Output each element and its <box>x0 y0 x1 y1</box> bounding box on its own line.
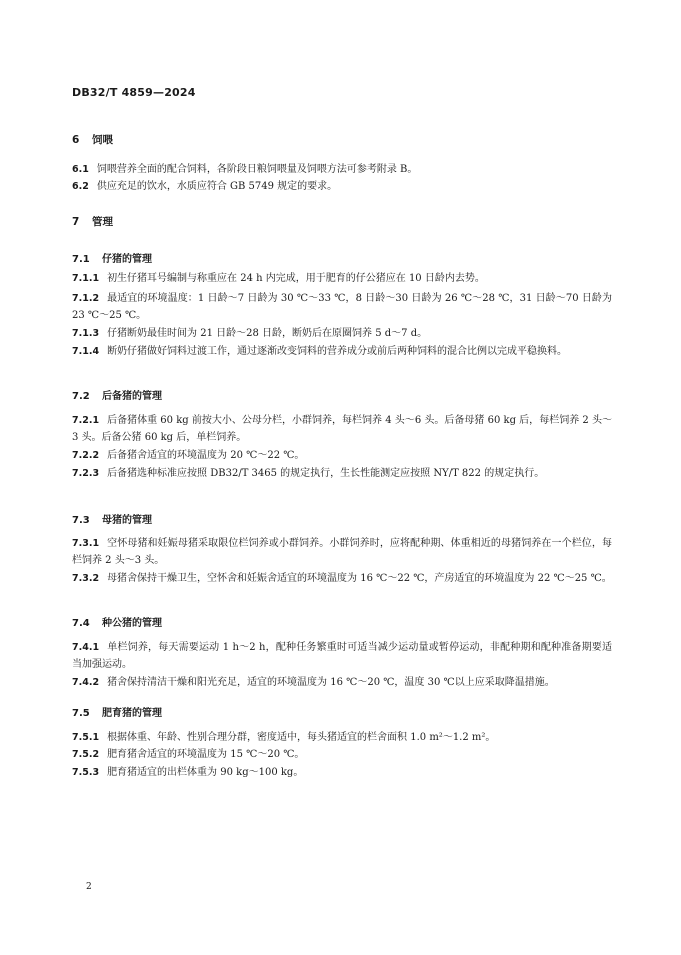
section-7-heading <box>72 214 113 229</box>
clause-7-1-2 <box>72 290 612 324</box>
clause-7-3-1 <box>72 535 612 569</box>
clause-text: 单栏饲养，每天需要运动 1 h～2 h，配种任务繁重时可适当减少运动量或暂停运动，非配种期和配种准备期要适当加强运动。 <box>72 642 612 670</box>
clause-7-3-2 <box>72 570 612 587</box>
clause-7-4-1 <box>72 639 612 673</box>
clause-7-2-3 <box>72 465 612 482</box>
clause-number: 7.1.4 <box>72 346 100 357</box>
clause-text: 饲喂营养全面的配合饲料，各阶段日粮饲喂量及饲喂方法可参考附录 B。 <box>96 164 418 175</box>
page-number: 2 <box>86 882 92 892</box>
clause-7-5-2 <box>72 746 612 763</box>
section-number: 6 <box>72 134 80 146</box>
clause-7-2-2 <box>72 447 612 464</box>
section-title: 后备猪的管理 <box>102 391 162 402</box>
clause-number: 7.3.1 <box>72 538 100 549</box>
clause-number: 7.4.2 <box>72 677 100 688</box>
clause-text: 初生仔猪耳号编制与称重应在 24 h 内完成，用于肥育的仔公猪应在 10 日龄内去势。 <box>107 273 485 284</box>
clause-text: 母猪舍保持干燥卫生，空怀舍和妊娠舍适宜的环境温度为 16 ℃～22 ℃，产房适宜的环境温度为 22 ℃～25 ℃。 <box>107 573 612 584</box>
section-number: 7.1 <box>72 254 90 265</box>
clause-7-5-3 <box>72 764 612 781</box>
section-title: 饲喂 <box>92 134 113 146</box>
clause-text: 断奶仔猪做好饲料过渡工作，通过逐渐改变饲料的营养成分或前后两种饲料的混合比例以完成平稳换料。 <box>107 346 568 357</box>
clause-number: 6.2 <box>72 181 89 192</box>
clause-text: 后备猪舍适宜的环境温度为 20 ℃～22 ℃。 <box>107 450 305 461</box>
clause-text: 仔猪断奶最佳时间为 21 日龄～28 日龄，断奶后在原圈饲养 5 d～7 d。 <box>107 328 428 339</box>
clause-number: 7.5.1 <box>72 732 100 743</box>
clause-text: 空怀母猪和妊娠母猪采取限位栏饲养或小群饲养。小群饲养时，应将配种期、体重相近的母猪饲养在一个栏位，每栏饲养 2 头～3 头。 <box>72 538 612 566</box>
clause-7-1-4 <box>72 343 612 360</box>
clause-text: 后备猪选种标准应按照 DB32/T 3465 的规定执行，生长性能测定应按照 NY/T 822 的规定执行。 <box>107 468 545 479</box>
clause-7-4-2 <box>72 674 612 691</box>
clause-6-1 <box>72 161 612 178</box>
clause-text: 猪舍保持清洁干燥和阳光充足，适宜的环境温度为 16 ℃～20 ℃，温度 30 ℃以上应采取降温措施。 <box>107 677 555 688</box>
section-number: 7.2 <box>72 391 90 402</box>
section-title: 母猪的管理 <box>102 515 152 526</box>
clause-7-2-1 <box>72 412 612 446</box>
section-number: 7 <box>72 216 80 228</box>
section-number: 7.3 <box>72 515 90 526</box>
clause-number: 7.1.1 <box>72 273 100 284</box>
clause-number: 6.1 <box>72 164 89 175</box>
clause-number: 7.4.1 <box>72 642 100 653</box>
section-7-3-heading <box>72 511 152 526</box>
clause-number: 7.2.2 <box>72 450 100 461</box>
section-title: 肥育猪的管理 <box>102 708 162 719</box>
clause-number: 7.3.2 <box>72 573 100 584</box>
section-title: 管理 <box>92 216 113 228</box>
section-7-1-heading <box>72 250 152 265</box>
clause-number: 7.5.3 <box>72 767 100 778</box>
clause-number: 7.2.3 <box>72 468 100 479</box>
clause-text: 肥育猪舍适宜的环境温度为 15 ℃～20 ℃。 <box>107 749 305 760</box>
clause-text: 最适宜的环境温度：1 日龄～7 日龄为 30 ℃～33 ℃，8 日龄～30 日龄为 26 ℃～28 ℃，31 日龄～70 日龄为 23 ℃～25 ℃。 <box>72 293 612 321</box>
clause-text: 肥育猪适宜的出栏体重为 90 kg～100 kg。 <box>107 767 304 778</box>
clause-text: 根据体重、年龄、性别合理分群，密度适中，每头猪适宜的栏舍面积 1.0 m²～1.2 m²。 <box>107 732 496 743</box>
clause-text: 后备猪体重 60 kg 前按大小、公母分栏，小群饲养，每栏饲养 4 头～6 头。后备母猪 60 kg 后，每栏饲养 2 头～3 头。后备公猪 60 kg 后，单栏饲养。 <box>72 415 612 443</box>
clause-number: 7.1.2 <box>72 293 100 304</box>
section-number: 7.5 <box>72 708 90 719</box>
clause-7-5-1 <box>72 729 612 746</box>
section-7-2-heading <box>72 387 162 402</box>
clause-7-1-1 <box>72 270 612 287</box>
document-code: DB32/T 4859—2024 <box>72 86 196 99</box>
clause-number: 7.2.1 <box>72 415 100 426</box>
clause-6-2 <box>72 178 612 195</box>
section-title: 种公猪的管理 <box>102 618 162 629</box>
clause-number: 7.5.2 <box>72 749 100 760</box>
section-7-4-heading <box>72 614 162 629</box>
section-title: 仔猪的管理 <box>102 254 152 265</box>
section-number: 7.4 <box>72 618 90 629</box>
clause-number: 7.1.3 <box>72 328 100 339</box>
section-7-5-heading <box>72 704 162 719</box>
section-6-heading <box>72 132 113 147</box>
clause-text: 供应充足的饮水，水质应符合 GB 5749 规定的要求。 <box>96 181 338 192</box>
clause-7-1-3 <box>72 325 612 342</box>
